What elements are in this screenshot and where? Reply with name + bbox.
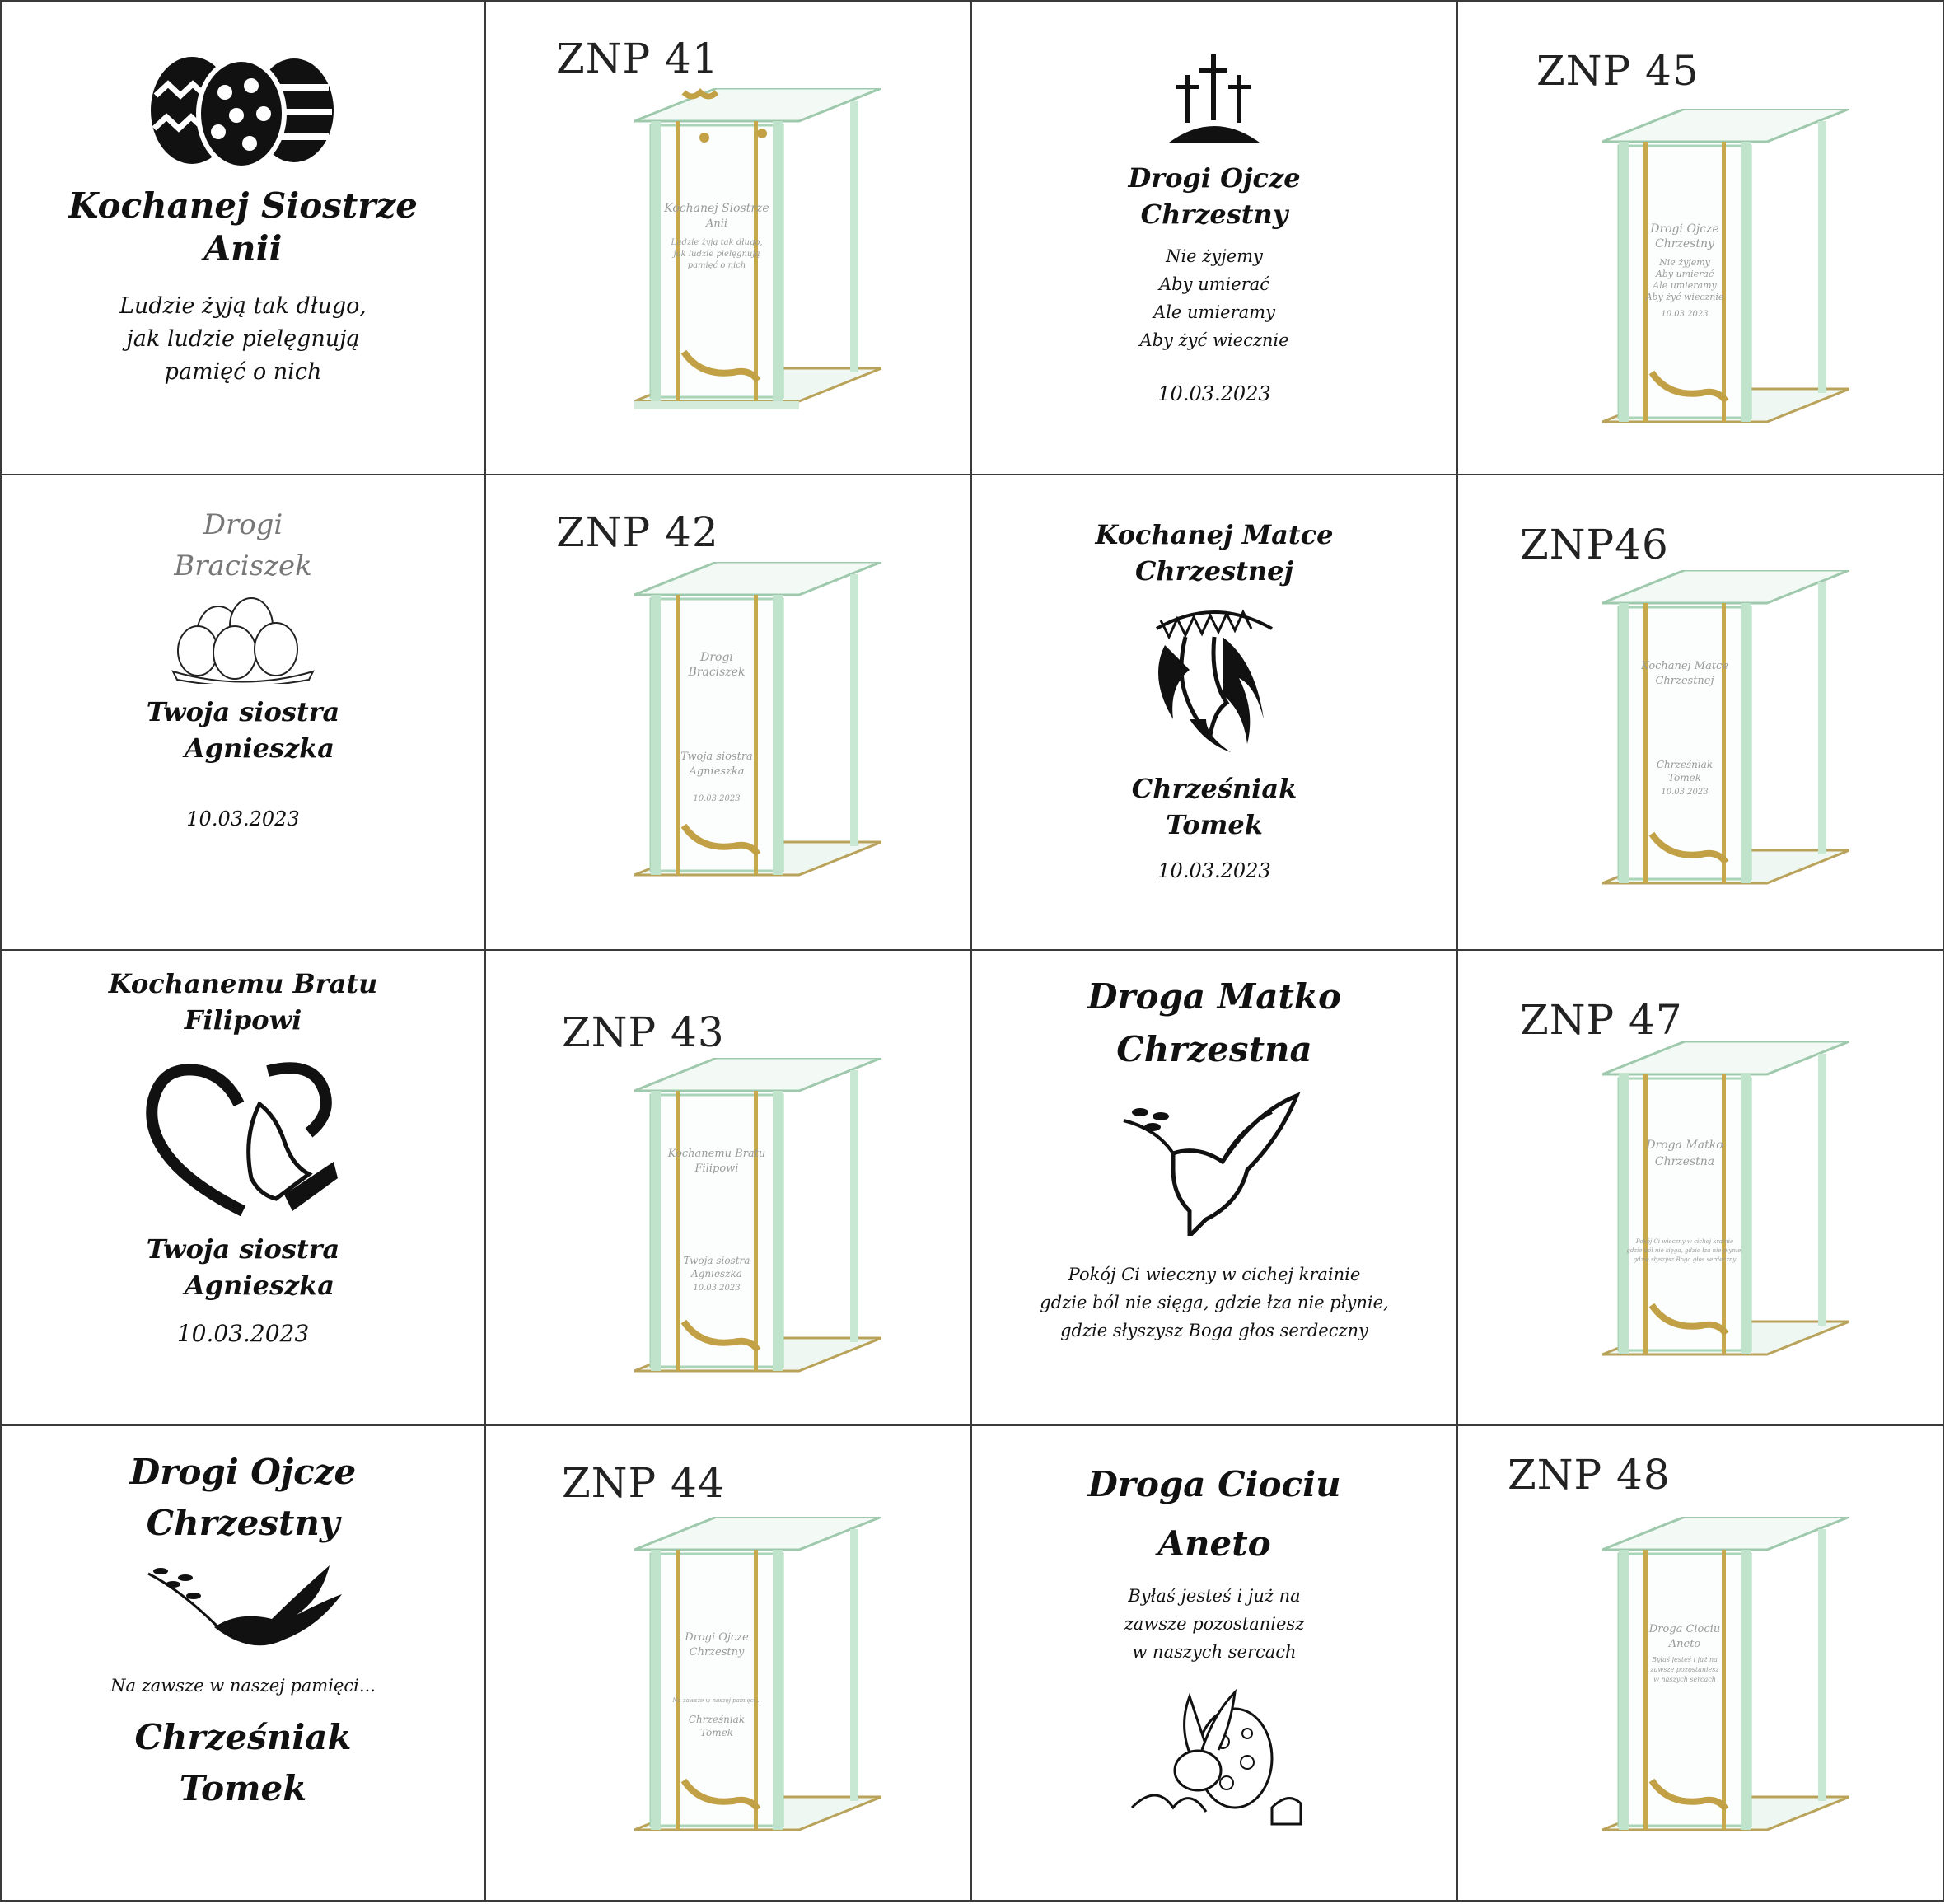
- product-cell[interactable]: [1458, 475, 1944, 951]
- engraving-preview: 10.03.2023: [693, 794, 741, 803]
- engraving-preview: Droga Ciociu: [1648, 1623, 1721, 1635]
- engraving-preview: Braciszek: [688, 666, 746, 679]
- design-cell[interactable]: [972, 1426, 1458, 1902]
- engraving-preview: Twoja siostra: [680, 751, 753, 763]
- product-cell[interactable]: [1458, 1426, 1944, 1902]
- design-cell[interactable]: [0, 951, 486, 1426]
- swallow-branch-icon: [144, 1561, 342, 1660]
- engraving-preview: Byłaś jesteś i już na: [1652, 1656, 1718, 1663]
- engraving-preview: Tomek: [1667, 772, 1702, 784]
- engraving-preview: jak ludzie pielęgnują: [673, 250, 760, 259]
- dedication-line: Kochanemu Bratu: [108, 968, 378, 999]
- verse-line: Pokój Ci wieczny w cichej krainie: [1068, 1265, 1361, 1284]
- glass-lantern-icon: [1602, 1041, 1849, 1404]
- product-code: ZNP 45: [1536, 47, 1700, 95]
- engraving-preview: Ludzie żyją tak długo,: [671, 238, 763, 247]
- dedication-line: Drogi Ojcze: [1128, 162, 1301, 194]
- dedication-line: Chrzestnej: [1134, 555, 1294, 587]
- easter-bunny-egg-icon: [1115, 1684, 1313, 1832]
- engraving-preview: Drogi Ojcze: [685, 1631, 749, 1644]
- engraving-preview: Chrzestny: [689, 1646, 745, 1658]
- dedication-line: Chrzestny: [1140, 199, 1288, 230]
- engraving-preview: Chrzestny: [1655, 237, 1714, 250]
- easter-eggs-icon: [144, 46, 342, 170]
- engraving-preview: Chrześniak: [1656, 759, 1714, 770]
- verse-line: Nie żyjemy: [1166, 246, 1263, 266]
- design-cell[interactable]: [0, 0, 486, 475]
- dedication-line: Drogi: [203, 508, 283, 541]
- date-text: 10.03.2023: [176, 1320, 310, 1347]
- dedication-line: Drogi Ojcze: [129, 1452, 357, 1492]
- engraving-preview: 10.03.2023: [1661, 788, 1709, 797]
- design-cell[interactable]: [0, 1426, 486, 1902]
- engraving-preview: Twoja siostra: [683, 1255, 750, 1266]
- glass-lantern-icon: [634, 1517, 881, 1879]
- engraving-preview: Kochanej Siostrze: [664, 202, 769, 215]
- product-code: ZNP 48: [1508, 1451, 1671, 1499]
- engraving-preview: w naszych sercach: [1653, 1676, 1716, 1683]
- product-cell[interactable]: [486, 475, 972, 951]
- verse-line: Ale umieramy: [1153, 302, 1275, 322]
- dedication-line: Filipowi: [184, 1004, 302, 1036]
- verse-line: Na zawsze w naszej pamięci...: [110, 1676, 376, 1696]
- engraving-preview: Drogi: [700, 651, 733, 664]
- glass-lantern-icon: [634, 1058, 881, 1420]
- verse-line: jak ludzie pielęgnują: [126, 326, 360, 352]
- engraving-preview: Anii: [705, 218, 728, 230]
- engraving-preview: Chrześniak: [688, 1714, 746, 1725]
- dedication-line: Anii: [203, 228, 283, 269]
- engraving-preview: Nie żyjemy: [1659, 257, 1710, 268]
- signature-line: Agnieszka: [184, 1270, 335, 1301]
- glass-lantern-icon: [1602, 1517, 1849, 1879]
- engraving-preview: 10.03.2023: [1661, 310, 1709, 319]
- product-code: ZNP 44: [562, 1459, 725, 1507]
- engraving-preview: 10.03.2023: [693, 1284, 741, 1293]
- engraving-preview: Droga Matko: [1646, 1139, 1723, 1152]
- engraving-preview: Chrzestnej: [1655, 675, 1714, 687]
- dedication-line: Chrzestny: [146, 1503, 340, 1543]
- product-code: ZNP 42: [556, 508, 719, 556]
- product-code: ZNP 43: [562, 1008, 725, 1056]
- glass-lantern-icon: [1602, 570, 1849, 933]
- dedication-line: Aneto: [1157, 1523, 1271, 1564]
- egg-basket-icon: [169, 593, 317, 684]
- engraving-preview: gdzie ból nie sięga, gdzie łza nie płynie,: [1626, 1247, 1743, 1254]
- engraving-preview: Aneto: [1668, 1638, 1701, 1650]
- signature-line: Twoja siostra: [146, 1233, 340, 1265]
- jesus-thorns-icon: [1140, 596, 1288, 760]
- product-code: ZNP 41: [556, 35, 719, 82]
- engraving-preview: Ale umieramy: [1653, 280, 1717, 291]
- engraving-preview: Drogi Ojcze: [1650, 222, 1719, 236]
- date-text: 10.03.2023: [186, 807, 300, 830]
- engraving-preview: zawsze pozostaniesz: [1650, 1666, 1719, 1673]
- verse-line: Aby umierać: [1158, 274, 1270, 294]
- verse-line: Byłaś jesteś i już na: [1128, 1586, 1301, 1606]
- product-cell[interactable]: [486, 1426, 972, 1902]
- dedication-line: Droga Ciociu: [1087, 1464, 1341, 1504]
- dedication-line: Droga Matko: [1087, 976, 1341, 1017]
- design-cell[interactable]: [972, 475, 1458, 951]
- dedication-line: Kochanej Matce: [1095, 519, 1334, 550]
- glass-lantern-icon: [634, 562, 881, 924]
- engraving-preview: Agnieszka: [689, 765, 745, 778]
- design-cell[interactable]: [972, 0, 1458, 475]
- signature-line: Tomek: [1166, 809, 1263, 840]
- product-cell[interactable]: [486, 0, 972, 475]
- date-text: 10.03.2023: [1157, 859, 1271, 882]
- engraving-preview: Pokój Ci wieczny w cichej krainie: [1635, 1238, 1734, 1245]
- product-cell[interactable]: [1458, 951, 1944, 1426]
- engraving-preview: Tomek: [699, 1727, 734, 1738]
- engraving-preview: Agnieszka: [691, 1268, 742, 1279]
- heart-praying-hands-icon: [144, 1055, 342, 1219]
- product-code: ZNP46: [1520, 521, 1669, 568]
- signature-line: Chrześniak: [134, 1717, 352, 1757]
- engraving-preview: Kochanemu Bratu: [667, 1148, 766, 1160]
- signature-line: Agnieszka: [184, 732, 335, 764]
- date-text: 10.03.2023: [1157, 382, 1271, 405]
- engraving-preview: Chrzestna: [1654, 1155, 1715, 1168]
- glass-lantern-icon: [1602, 109, 1849, 471]
- verse-line: gdzie słyszysz Boga głos serdeczny: [1060, 1321, 1368, 1340]
- engraving-preview: gdzie słyszysz Boga głos serdeczny: [1633, 1256, 1737, 1263]
- product-cell[interactable]: [486, 951, 972, 1426]
- dedication-line: Chrzestna: [1116, 1029, 1312, 1069]
- engraving-preview: Kochanej Matce: [1640, 660, 1729, 672]
- engraving-preview: pamięć o nich: [687, 261, 746, 270]
- engraving-preview: Na zawsze w naszej pamięci...: [672, 1697, 761, 1704]
- product-code: ZNP 47: [1520, 996, 1683, 1044]
- verse-line: w naszych sercach: [1132, 1642, 1297, 1662]
- product-cell[interactable]: [1458, 0, 1944, 475]
- glass-lantern-icon: [634, 88, 881, 451]
- dove-olive-icon: [1115, 1088, 1313, 1236]
- three-crosses-icon: [1165, 50, 1264, 145]
- signature-line: Tomek: [179, 1768, 307, 1808]
- dedication-line: Kochanej Siostrze: [68, 185, 418, 226]
- verse-line: Aby żyć wiecznie: [1139, 330, 1289, 350]
- verse-line: zawsze pozostaniesz: [1124, 1614, 1305, 1634]
- dedication-line: Braciszek: [174, 550, 312, 582]
- design-cell[interactable]: [972, 951, 1458, 1426]
- verse-line: gdzie ból nie sięga, gdzie łza nie płynie,: [1040, 1293, 1389, 1312]
- signature-line: Chrześniak: [1131, 773, 1297, 804]
- design-cell[interactable]: [0, 475, 486, 951]
- verse-line: Ludzie żyją tak długo,: [119, 293, 367, 319]
- engraving-preview: Filipowi: [694, 1163, 739, 1175]
- verse-line: pamięć o nich: [164, 359, 322, 385]
- signature-line: Twoja siostra: [146, 696, 340, 727]
- engraving-preview: Aby umierać: [1655, 269, 1714, 279]
- engraving-preview: Aby żyć wiecznie: [1645, 292, 1724, 302]
